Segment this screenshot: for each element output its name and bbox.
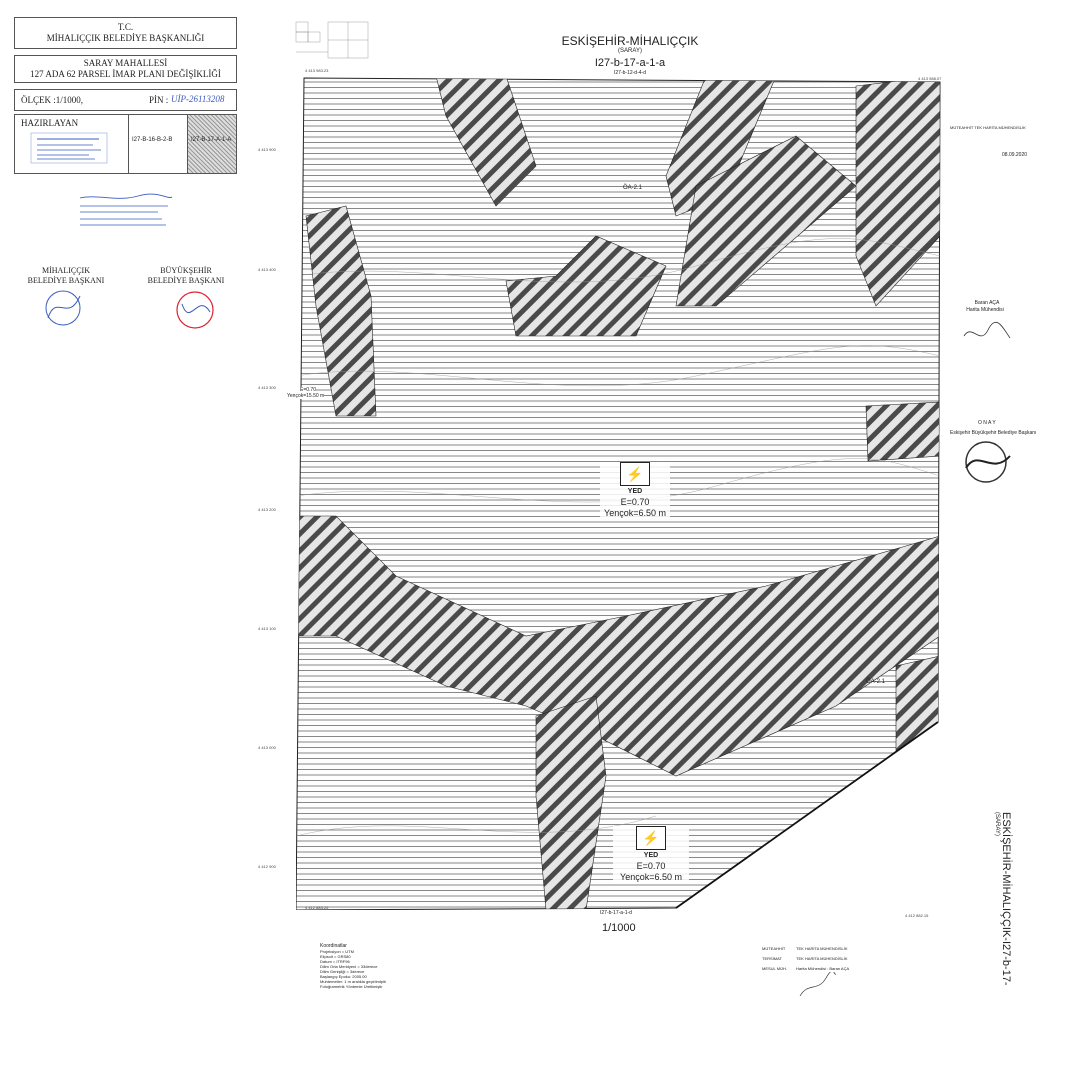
map-city-title: ESKİŞEHİR-MİHALIÇÇIK	[561, 34, 699, 48]
credits-value: TEK HARİTA MÜHENDİSLİK	[796, 956, 848, 961]
org-line-2: MİHALIÇÇIK BELEDİYE BAŞKANLIĞI	[46, 33, 205, 43]
district-seal	[38, 288, 88, 328]
map-scale: 1/1000	[602, 922, 636, 934]
credits-key: TERSİMAT	[762, 956, 782, 961]
pin-label: PİN :	[149, 95, 169, 105]
vertical-sheet-title: ESKİŞEHİR-MİHALIÇÇIK-I27-b-17-	[1000, 812, 1012, 986]
yed-code-top: YED	[627, 488, 643, 495]
coord-left-2: 4 413 400	[258, 267, 276, 272]
legend-line: Başlangıç Epoku: 2005.00	[320, 974, 367, 979]
coord-left-5: 4 413 100	[258, 626, 276, 631]
legend-line: Dilim Genişliği = 3derece	[320, 969, 365, 974]
org-line-1: T.C.	[117, 22, 134, 32]
metro-seal	[170, 288, 220, 332]
coord-left-6: 4 413 000	[258, 745, 276, 750]
approval-title: O N A Y	[978, 420, 996, 426]
left-note-e: E=0.70	[300, 387, 316, 393]
yed-block-bottom	[613, 826, 689, 883]
credits-row	[762, 956, 882, 961]
prepared-label: HAZIRLAYAN	[21, 118, 79, 128]
hatched-zone-9	[896, 656, 940, 756]
credits-table	[762, 946, 882, 971]
preparer-stamp	[29, 131, 109, 165]
credits-row	[762, 946, 882, 951]
map-district: (SARAY)	[618, 48, 642, 54]
current-sheet-cell	[188, 115, 236, 173]
lightning-icon: ⚡	[636, 826, 666, 850]
yed-height-bottom: Yençok=6.50 m	[620, 872, 682, 882]
approval-text: Eskişehir Büyükşehir Belediye Başkanı	[950, 430, 1037, 436]
pin-value: UİP-26113208	[171, 94, 225, 104]
approval-stamp-block	[78, 192, 174, 236]
legend-title: Koordinatlar	[320, 943, 347, 949]
engineer-signature	[962, 318, 1012, 348]
vertical-sheet-sub: (SARAY)	[994, 812, 1000, 836]
credits-row	[762, 966, 882, 971]
coord-bottom-left: 4 412 883.25	[305, 905, 329, 910]
legend-line: Fotoğrametrik Yöntemle Üretilmiştir	[320, 984, 383, 989]
left-note-height: Yençok=15.50 m	[287, 393, 325, 399]
coordinate-legend	[320, 944, 460, 989]
footer-signature	[798, 972, 838, 998]
yed-code-bottom: YED	[643, 852, 659, 859]
coord-top-left: 4 413 983.23	[305, 68, 329, 73]
coord-top-right: 4 413 988.07	[918, 76, 942, 81]
credits-key: MÜTEAHHİT	[762, 946, 786, 951]
sheet-left: I27-B-16-B-2-B	[132, 137, 173, 143]
map-sheet-code: I27-b-17-a-1-a	[594, 57, 666, 69]
signature-date: 08.09.2020	[1002, 152, 1028, 158]
metro-approval-seal	[958, 438, 1018, 488]
coord-left-7: 4 412 900	[258, 864, 276, 869]
plan-title-box	[14, 55, 237, 83]
legend-line: Projeksiyon = UTM	[320, 949, 354, 954]
legend-line: Dilim Orta Meridyeni = 33derece	[320, 964, 378, 969]
yed-block-top	[600, 462, 670, 519]
signer-name: Baran AÇA	[974, 300, 1000, 306]
coord-left-4: 4 413 200	[258, 507, 276, 512]
legend-line: Muhtemeller: 1 m aralıkla geçirilmiştir	[320, 979, 387, 984]
district-mayor-title: MİHALIÇÇIK BELEDİYE BAŞKANI	[27, 266, 105, 285]
institution-box	[14, 17, 237, 49]
scale-pin-box	[14, 89, 237, 111]
sheet-index-grid	[288, 18, 370, 64]
coord-left-1: 4 413 900	[258, 147, 276, 152]
preparer-box	[14, 114, 237, 174]
credits-value: Harita Mühendisi : Baran AÇA	[796, 966, 850, 971]
right-contractor-note: MÜTEAHHİT TEK HARİTA MÜHENDİSLİK	[950, 125, 1026, 130]
credits-value: TEK HARİTA MÜHENDİSLİK	[796, 946, 848, 951]
signer-role: Harita Mühendisi	[966, 307, 1004, 313]
yed-e-bottom: E=0.70	[636, 861, 666, 871]
legend-line: Datum = ITRF96	[320, 959, 350, 964]
coord-left-3: 4 413 300	[258, 385, 276, 390]
metro-mayor-title: BÜYÜKŞEHİR BELEDİYE BAŞKANI	[147, 266, 225, 285]
bottom-sheet-code: I27-b-17-a-1-d	[600, 910, 632, 916]
coord-bottom-right: 4 412 882.15	[905, 913, 929, 918]
map-sheet-sub: I27-b-12-d-4-d	[614, 70, 646, 76]
hatched-zone-7	[866, 402, 940, 461]
sheet-right: I27-B-17-A-1-A	[191, 137, 232, 143]
lightning-icon: ⚡	[620, 462, 650, 486]
oa-label-top: ÖA-2.1	[623, 185, 643, 191]
yed-e-top: E=0.70	[620, 497, 650, 507]
scale-label: ÖLÇEK :1/1000,	[21, 95, 83, 105]
legend-line: Elipsoit = GRS80	[320, 954, 351, 959]
oa-label-right: ÖA-2.1	[866, 679, 886, 685]
plan-line-2: 127 ADA 62 PARSEL İMAR PLANI DEĞİŞİKLİĞİ	[30, 69, 221, 79]
yed-height-top: Yençok=6.50 m	[604, 508, 666, 518]
plan-line-1: SARAY MAHALLESİ	[83, 58, 168, 68]
credits-key: MESUL MÜH.	[762, 966, 787, 971]
